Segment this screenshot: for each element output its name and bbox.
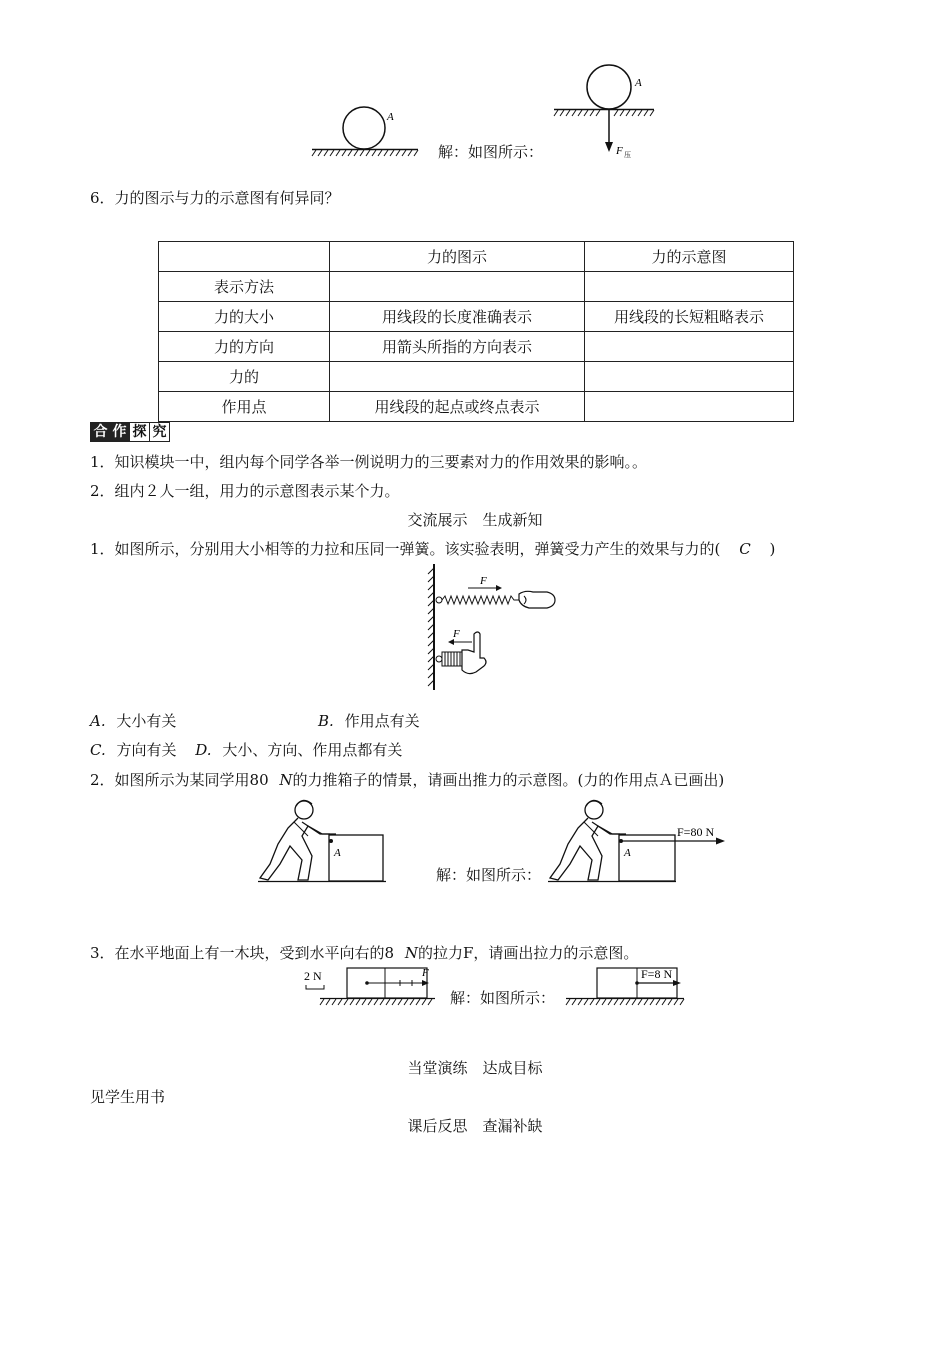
table-cell: 力的大小 bbox=[159, 302, 330, 332]
table-row bbox=[159, 302, 794, 332]
table-row bbox=[159, 332, 794, 362]
option-a-text: 大小有关 bbox=[116, 712, 177, 730]
exercise-1-question bbox=[90, 539, 775, 559]
exercise-2-question bbox=[90, 770, 724, 790]
option-d-letter: D. bbox=[195, 741, 212, 759]
ball-figure-right bbox=[548, 62, 658, 162]
top-answer-label: 解：如图所示： bbox=[438, 143, 544, 161]
table-row bbox=[159, 392, 794, 422]
option-b-letter: B. bbox=[318, 712, 334, 730]
exercise-1-answer: C bbox=[739, 540, 751, 558]
exercise-1-text: 1．如图所示，分别用大小相等的力拉和压同一弹簧。该实验表明，弹簧受力产生的效果与力的( bbox=[90, 540, 721, 558]
point-a-label: A bbox=[334, 847, 341, 859]
table-cell: 用线段的起点或终点表示 bbox=[330, 392, 585, 422]
table-cell: 作用点 bbox=[159, 392, 330, 422]
table-cell bbox=[330, 272, 585, 302]
pressure-force-label: F bbox=[616, 145, 623, 157]
push-force-label: F bbox=[453, 628, 460, 640]
option-row-ab bbox=[90, 711, 176, 731]
option-row-cd bbox=[90, 740, 402, 760]
table-row bbox=[159, 362, 794, 392]
exercise-3-question bbox=[90, 943, 638, 963]
table-cell bbox=[585, 362, 794, 392]
badge-char: 合 bbox=[91, 423, 110, 441]
table-cell: 用线段的长度准确表示 bbox=[330, 302, 585, 332]
option-b bbox=[318, 711, 420, 731]
exercise-2-unit: N bbox=[279, 771, 293, 789]
option-b-text: 作用点有关 bbox=[344, 712, 420, 730]
question-6: 6．力的图示与力的示意图有何异同？ bbox=[90, 189, 340, 207]
table-cell: 表示方法 bbox=[159, 272, 330, 302]
block-figure-right bbox=[562, 964, 692, 1014]
table-cell: 力的 bbox=[159, 362, 330, 392]
exercise-1-close: ) bbox=[769, 540, 776, 558]
section-exchange-heading: 交流展示 生成新知 bbox=[407, 511, 543, 529]
table-cell: 力的图示 bbox=[330, 242, 585, 272]
exercise-2-text: 2．如图所示为某同学用80 bbox=[90, 771, 269, 789]
table-cell bbox=[159, 242, 330, 272]
spring-figure bbox=[424, 562, 559, 692]
scale-label: 2 N bbox=[304, 969, 322, 983]
block-figure-left bbox=[300, 964, 440, 1014]
option-a-letter: A. bbox=[90, 712, 106, 730]
table-cell: 力的示意图 bbox=[585, 242, 794, 272]
table-cell: 力的方向 bbox=[159, 332, 330, 362]
table-cell: 用箭头所指的方向表示 bbox=[330, 332, 585, 362]
table-header-row bbox=[159, 242, 794, 272]
exercise-2-text-rest: 的力推箱子的情景，请画出推力的示意图。(力的作用点Ａ已画出) bbox=[292, 771, 725, 789]
table-row bbox=[159, 272, 794, 302]
badge-char: 究 bbox=[149, 423, 169, 441]
push-force-value-label: F=80 N bbox=[677, 825, 715, 839]
table-cell bbox=[585, 272, 794, 302]
exercise-2-answer-label: 解：如图所示： bbox=[436, 866, 542, 884]
pull-force-label: F bbox=[480, 575, 487, 587]
exercise-3-text: 3．在水平地面上有一木块，受到水平向右的8 bbox=[90, 944, 395, 962]
exercise-3-text-rest: 的拉力F，请画出拉力的示意图。 bbox=[418, 944, 639, 962]
section-reflect-heading: 课后反思 查漏补缺 bbox=[407, 1117, 543, 1135]
force-f-label: F bbox=[422, 967, 429, 979]
badge-char: 作 bbox=[110, 423, 129, 441]
point-a-label-right: A bbox=[624, 847, 631, 859]
badge-char: 探 bbox=[129, 423, 149, 441]
table-cell: 用线段的长短粗略表示 bbox=[585, 302, 794, 332]
push-box-figure-left bbox=[258, 798, 388, 886]
exercise-3-answer-label: 解：如图所示： bbox=[450, 989, 556, 1007]
table-cell bbox=[585, 332, 794, 362]
cooperation-badge bbox=[90, 422, 170, 442]
push-box-figure-right bbox=[548, 798, 738, 886]
option-c-letter: C. bbox=[90, 741, 106, 759]
option-c-text: 方向有关 bbox=[116, 741, 177, 759]
see-student-book: 见学生用书 bbox=[90, 1088, 166, 1106]
cooperation-item: 1．知识模块一中，组内每个同学各举一例说明力的三要素对力的作用效果的影响。。 bbox=[90, 453, 648, 471]
ball-label: A bbox=[387, 111, 394, 123]
answer-force-label: F=8 N bbox=[641, 967, 673, 981]
pressure-force-subscript: 压 bbox=[624, 151, 631, 159]
section-practice-heading: 当堂演练 达成目标 bbox=[407, 1059, 543, 1077]
option-d-text: 大小、方向、作用点都有关 bbox=[222, 741, 403, 759]
comparison-table bbox=[158, 241, 794, 422]
cooperation-item: 2．组内２人一组，用力的示意图表示某个力。 bbox=[90, 482, 400, 500]
ball-label-right: A bbox=[635, 77, 642, 89]
table-cell bbox=[585, 392, 794, 422]
exercise-3-unit: N bbox=[404, 944, 418, 962]
table-cell bbox=[330, 362, 585, 392]
ball-figure-left bbox=[308, 100, 423, 160]
